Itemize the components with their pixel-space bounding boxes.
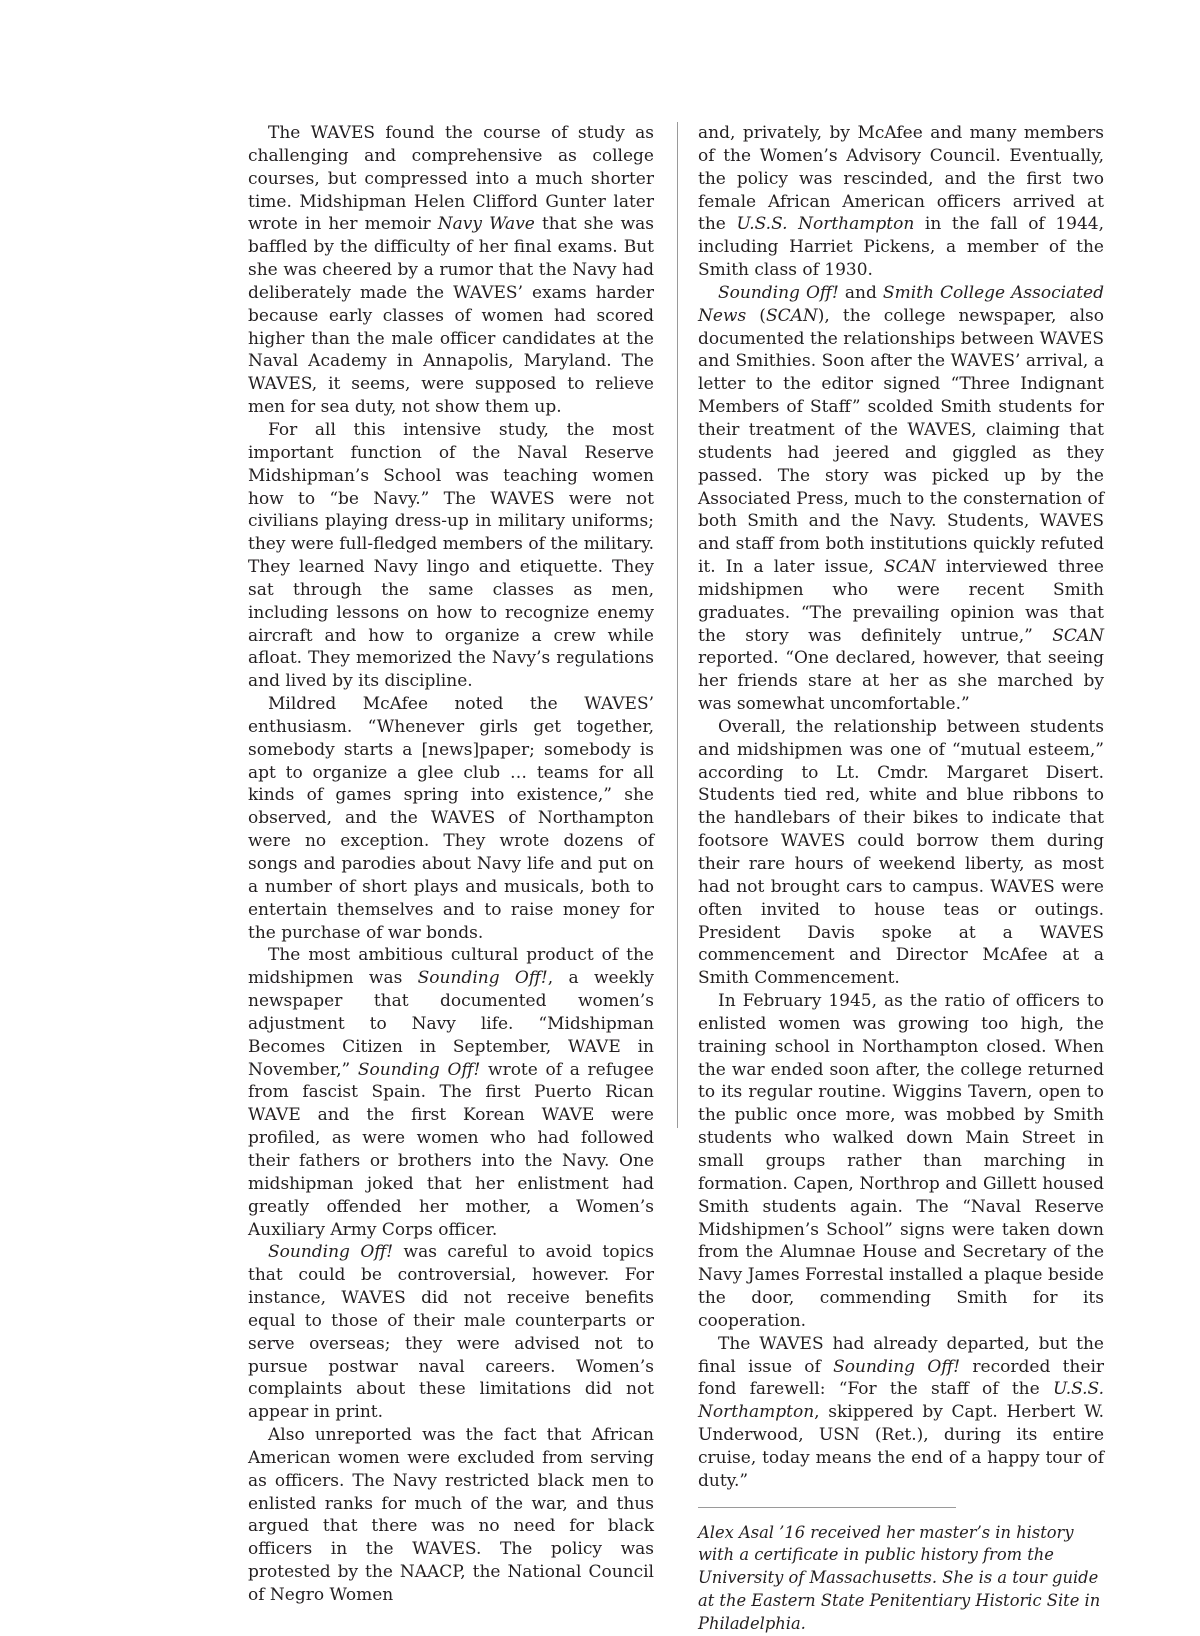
italic-title: SCAN xyxy=(765,305,818,326)
paragraph-continued xyxy=(698,122,1104,282)
text-run: ( xyxy=(746,305,766,326)
paragraph xyxy=(248,122,654,419)
text-run: in the fall of 1944, including Harriet Pickens, a member of the Smith class of 1930. xyxy=(698,214,1104,281)
italic-title: Navy Wave xyxy=(437,214,535,235)
text-run: In February 1945, as the ratio of officers to enlisted women was growing too high, the training school in Northampton closed. When the war ended soon after, the college returned to its regular routine. Wiggins Tavern, open to the public once more, was mobbed by Smith students who walked down Main Street in small groups rather than marching in formation. Capen, Northrop and Gillett housed Smith students again. The “Naval Reserve Midshipmen’s School” signs were taken down from the Alumnae House and Secretary of the Navy James Forrestal installed a plaque beside the door, commending Smith for its cooperation. xyxy=(698,991,1104,1331)
byline-divider xyxy=(698,1507,956,1508)
italic-title: U.S.S. Northampton xyxy=(736,214,915,235)
article-column-right xyxy=(698,122,1104,1636)
paragraph xyxy=(248,944,654,1241)
text-run: For all this intensive study, the most important function of the Naval Reserve Midshipman’s School was teaching women how to “be Navy.” The WAVES were not civilians playing dress-up in military uniforms; they were full-fledged members of the military. They learned Navy lingo and etiquette. They sat through the same classes as men, including lessons on how to recognize enemy aircraft and how to organize a crew while afloat. They memorized the Navy’s regulations and lived by its discipline. xyxy=(248,419,654,692)
text-run: interviewed three midshipmen who were recent Smith graduates. “The prevailing opinion was that the story was definitely untrue,” xyxy=(698,557,1104,646)
text-run: that she was baffled by the difficulty of her final exams. But she was cheered by a rumor that the Navy had deliberately made the WAVES’ exams harder because early classes of women had scored higher than the male officer candidates at the Naval Academy in Annapolis, Maryland. The WAVES, it seems, were supposed to relieve men for sea duty, not show them up. xyxy=(248,214,655,418)
author-byline: Alex Asal ’16 received her master’s in history with a certificate in public history from the University of Massachusetts. She is a tour guide at the Eastern State Penitentiary Historic Site in Philadelphia. xyxy=(698,1522,1101,1633)
text-run: wrote of a refugee from fascist Spain. The first Puerto Rican WAVE and the first Korean WAVE were profiled, as were women who had followed their fathers or brothers into the Navy. One midshipman joked that her enlistment had greatly offended her mother, a Women’s Auxiliary Army Corps officer. xyxy=(248,1059,654,1240)
italic-title: Sounding Off! xyxy=(417,968,548,989)
text-run: Also unreported was the fact that African American women were excluded from serving as officers. The Navy restricted black men to enlisted ranks for much of the war, and thus argued that there was no need for black officers in the WAVES. The policy was protested by the NAACP, the National Council of Negro Women xyxy=(248,1425,654,1605)
text-run: Mildred McAfee noted the WAVES’ enthusiasm. “Whenever girls get together, somebody starts a [news]paper; somebody is apt to organize a glee club … teams for all kinds of games spring into existence,” she observed, and the WAVES of Northampton were no exception. They wrote dozens of songs and parodies about Navy life and put on a number of short plays and musicals, both to entertain themselves and to raise money for the purchase of war bonds. xyxy=(248,694,654,943)
paragraph xyxy=(698,282,1104,716)
text-run: , a weekly newspaper that documented women’s adjustment to Navy life. “Midshipman Becomes Citizen in September, WAVE in November,” xyxy=(248,968,654,1080)
italic-title: Smith College Associated News xyxy=(698,282,1104,326)
text-run: was careful to avoid topics that could be controversial, however. For instance, WAVES did not receive benefits equal to those of their male counterparts or serve overseas; they were advised not to pursue postwar naval careers. Women’s complaints about these limitations did not appear in print. xyxy=(248,1242,654,1423)
paragraph xyxy=(248,1241,654,1424)
text-run: The most ambitious cultural product of the midshipmen was xyxy=(248,945,654,989)
text-run: and, privately, by McAfee and many members of the Women’s Advisory Council. Eventually, the policy was rescinded, and the first two female African American officers arrived at the xyxy=(698,123,1104,235)
text-run: recorded their fond farewell: “For the staff of the xyxy=(698,1356,1105,1400)
paragraph xyxy=(248,419,654,693)
italic-title: U.S.S. Northampton xyxy=(698,1379,1104,1423)
paragraph xyxy=(248,1424,654,1607)
italic-title: Sounding Off! xyxy=(833,1356,961,1377)
italic-title: SCAN xyxy=(1052,625,1104,646)
text-run: Overall, the relationship between students and midshipmen was one of “mutual esteem,” according to Lt. Cmdr. Margaret Disert. Students tied red, white and blue ribbons to the handlebars of their bikes to indicate that footsore WAVES could borrow them during their rare hours of weekend liberty, as most had not brought cars to campus. WAVES were often invited to house teas or outings. President Davis spoke at a WAVES commencement and Director McAfee at a Smith Commencement. xyxy=(698,716,1104,989)
italic-title: SCAN xyxy=(883,557,936,578)
column-divider xyxy=(677,122,678,1128)
italic-title: Sounding Off! xyxy=(357,1059,481,1080)
text-run: The WAVES found the course of study as challenging and comprehensive as college courses, but compressed into a much shorter time. Midshipman Helen Clifford Gunter later wrote in her memoir xyxy=(248,123,654,235)
paragraph xyxy=(698,716,1104,990)
paragraph xyxy=(248,693,654,944)
text-run: ), the college newspaper, also documented the relationships between WAVES and Smithies. Soon after the WAVES’ arrival, a letter to the editor signed “Three Indignant Members of Staff” scolded Smith students for their treatment of the WAVES, claiming that students had jeered and giggled as they passed. The story was picked up by the Associated Press, much to the consternation of both Smith and the Navy. Students, WAVES and staff from both institutions quickly refuted it. In a later issue, xyxy=(698,305,1104,578)
article-column-left xyxy=(248,122,654,1607)
italic-title: Sounding Off! xyxy=(268,1242,394,1263)
text-run: and xyxy=(838,282,883,303)
paragraph xyxy=(698,1333,1104,1493)
text-run: The WAVES had already departed, but the final issue of xyxy=(698,1333,1104,1377)
text-run: , skippered by Capt. Herbert W. Underwood, USN (Ret.), during its entire cruise, today means the end of a happy tour of duty.” xyxy=(698,1402,1104,1491)
text-run: reported. “One declared, however, that seeing her friends stare at her as she marched by was somewhat uncomfortable.” xyxy=(698,648,1104,715)
italic-title: Sounding Off! xyxy=(718,282,839,303)
paragraph xyxy=(698,990,1104,1333)
